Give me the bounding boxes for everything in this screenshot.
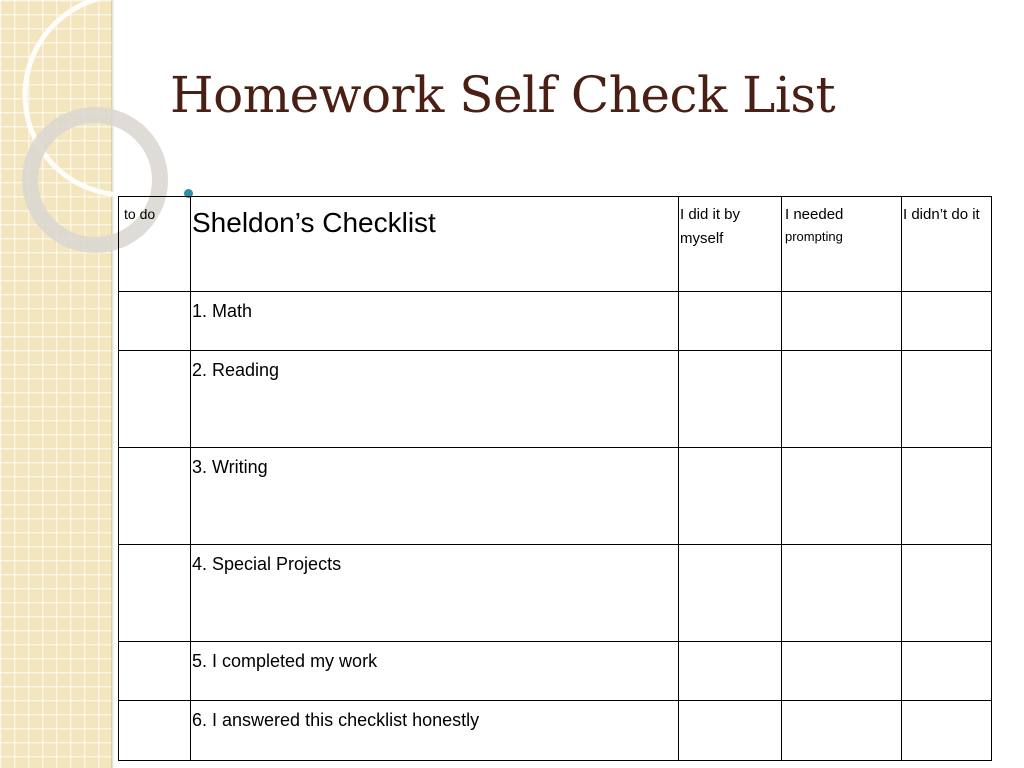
todo-cell[interactable] xyxy=(119,448,191,545)
slide-title: Homework Self Check List xyxy=(170,66,836,124)
table-header-row xyxy=(119,197,992,292)
item-label: 6. I answered this checklist honestly xyxy=(191,701,679,761)
header-did-it-line2: myself xyxy=(680,230,724,247)
header-did-it-myself xyxy=(679,197,782,292)
did-it-cell[interactable] xyxy=(679,292,782,351)
header-didnt-do-it: I didn’t do it xyxy=(902,197,992,292)
table-row xyxy=(119,701,992,761)
item-label: 2. Reading xyxy=(191,351,679,448)
header-needed-line2: prompting xyxy=(785,229,843,244)
table-row xyxy=(119,545,992,642)
needed-prompting-cell[interactable] xyxy=(782,545,902,642)
table-row xyxy=(119,642,992,701)
header-to-do: to do xyxy=(119,197,191,292)
header-checklist-title: Sheldon’s Checklist xyxy=(191,197,679,292)
header-needed-prompting xyxy=(782,197,902,292)
did-it-cell[interactable] xyxy=(679,642,782,701)
item-label: 4. Special Projects xyxy=(191,545,679,642)
did-it-cell[interactable] xyxy=(679,545,782,642)
item-label: 3. Writing xyxy=(191,448,679,545)
didnt-do-it-cell[interactable] xyxy=(902,292,992,351)
needed-prompting-cell[interactable] xyxy=(782,351,902,448)
item-label: 1. Math xyxy=(191,292,679,351)
needed-prompting-cell[interactable] xyxy=(782,292,902,351)
checklist-table xyxy=(118,196,992,761)
didnt-do-it-cell[interactable] xyxy=(902,448,992,545)
needed-prompting-cell[interactable] xyxy=(782,448,902,545)
table-row xyxy=(119,351,992,448)
header-did-it-line1: I did it by xyxy=(680,206,741,223)
needed-prompting-cell[interactable] xyxy=(782,642,902,701)
didnt-do-it-cell[interactable] xyxy=(902,642,992,701)
todo-cell[interactable] xyxy=(119,351,191,448)
decorative-side-strip xyxy=(0,0,113,768)
table-row xyxy=(119,448,992,545)
did-it-cell[interactable] xyxy=(679,448,782,545)
table-row xyxy=(119,292,992,351)
todo-cell[interactable] xyxy=(119,701,191,761)
didnt-do-it-cell[interactable] xyxy=(902,701,992,761)
item-label: 5. I completed my work xyxy=(191,642,679,701)
todo-cell[interactable] xyxy=(119,545,191,642)
didnt-do-it-cell[interactable] xyxy=(902,545,992,642)
header-needed-line1: I needed xyxy=(785,206,844,223)
didnt-do-it-cell[interactable] xyxy=(902,351,992,448)
needed-prompting-cell[interactable] xyxy=(782,701,902,761)
strip-shadow xyxy=(111,0,115,768)
did-it-cell[interactable] xyxy=(679,351,782,448)
todo-cell[interactable] xyxy=(119,642,191,701)
did-it-cell[interactable] xyxy=(679,701,782,761)
todo-cell[interactable] xyxy=(119,292,191,351)
